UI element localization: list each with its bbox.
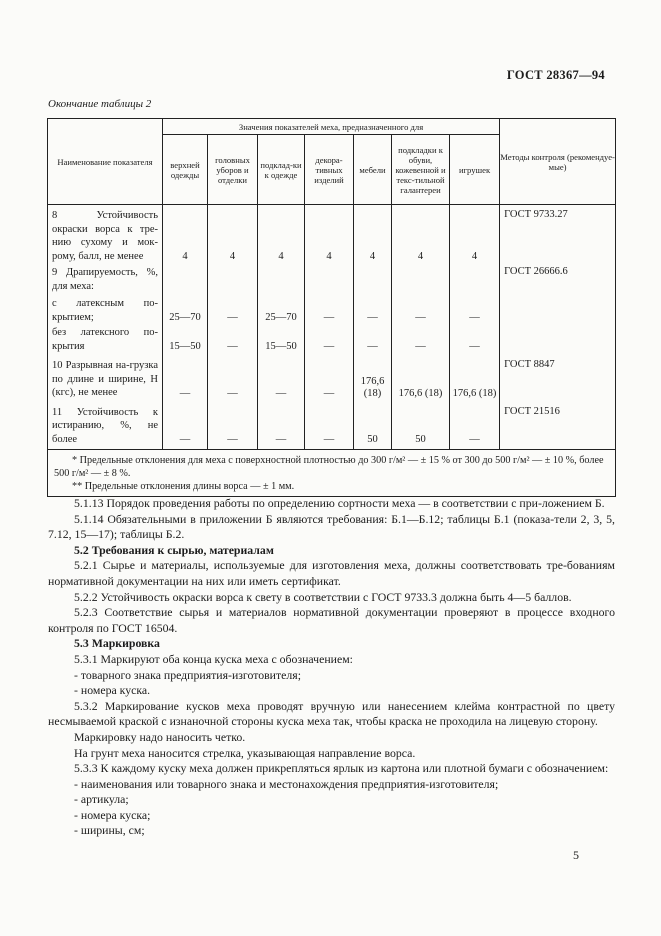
- method-cell: ГОСТ 26666.6: [500, 263, 616, 293]
- method-cell: [500, 324, 616, 353]
- row-name: без латексного по-крытия: [48, 324, 163, 353]
- method-cell: ГОСТ 8847: [500, 353, 616, 400]
- row-name: 9 Драпируемость, %, для меха:: [48, 263, 163, 293]
- cell: —: [208, 293, 258, 324]
- col-header-toys: игрушек: [450, 135, 500, 205]
- footnote-density: * Предельные отклонения для меха с поверхностной плотностью до 300 г/м² — ± 15 % от 300 до 500 г/м² — ± 10 %, более 500 г/м² — ± 8 %.: [54, 455, 604, 479]
- table-row: [48, 353, 616, 400]
- document-code: ГОСТ 28367—94: [506, 68, 605, 82]
- cell: [305, 263, 354, 293]
- list-item: - наименования или товарного знака и местонахождения предприятия-изготовителя;: [74, 776, 499, 791]
- cell: 15—50: [258, 324, 305, 353]
- cell: [208, 263, 258, 293]
- cell: 176,6 (18): [392, 353, 450, 400]
- cell: —: [163, 353, 208, 400]
- cell: —: [354, 293, 392, 324]
- cell: —: [163, 400, 208, 450]
- col-header-decor: декора-тивных изделий: [305, 135, 354, 205]
- cell: —: [392, 293, 450, 324]
- row-name: с латексным по-крытием;: [48, 293, 163, 324]
- cell: [450, 263, 500, 293]
- cell: 50: [354, 400, 392, 450]
- cell: 15—50: [163, 324, 208, 353]
- paragraph-5-2-1: 5.2.1 Сырье и материалы, используемые для изготовления меха, должны соответствовать тре-бованиям нормативной документации на них или иметь сертификат.: [48, 558, 615, 588]
- cell: [163, 263, 208, 293]
- table-footnotes: [48, 450, 616, 497]
- cell: —: [208, 400, 258, 450]
- cell: 4: [450, 205, 500, 264]
- heading-5-3: 5.3 Маркировка: [74, 636, 160, 651]
- cell: —: [208, 324, 258, 353]
- paragraph-marking-clear: Маркировку надо наносить четко.: [74, 729, 246, 744]
- cell: 50: [392, 400, 450, 450]
- cell: —: [305, 353, 354, 400]
- paragraph-5-3-2: 5.3.2 Маркирование кусков меха проводят вручную или нанесением клейма контрастной по цвету несмываемой краской с изнаночной стороны куска меха так, чтобы краска не проходила на лицевую сторону.: [48, 698, 615, 729]
- row-name: 8 Устойчивость окраски ворса к тре-нию сухому и мок-рому, балл, не менее: [48, 205, 163, 264]
- col-header-name: Наименование показателя: [48, 119, 163, 205]
- cell: —: [258, 353, 305, 400]
- paragraph-5-3-3: 5.3.3 К каждому куску меха должен прикрепляться ярлык из картона или плотной бумаги с обозначением:: [74, 761, 609, 776]
- cell: —: [450, 324, 500, 353]
- col-header-headwear: головных уборов и отделки: [208, 135, 258, 205]
- cell: —: [305, 400, 354, 450]
- paragraph-5-2-3: 5.2.3 Соответствие сырья и материалов нормативной документации проверяют в процессе входного контроля по ГОСТ 16504.: [48, 605, 615, 635]
- col-header-furniture: мебели: [354, 135, 392, 205]
- method-cell: [500, 293, 616, 324]
- cell: 4: [354, 205, 392, 264]
- cell: —: [450, 293, 500, 324]
- cell: —: [305, 324, 354, 353]
- paragraph-5-3-1: 5.3.1 Маркируют оба конца куска меха с обозначением:: [74, 651, 353, 666]
- col-header-group: Значения показателей меха, предназначенного для: [163, 119, 500, 135]
- cell: [392, 263, 450, 293]
- cell: 4: [392, 205, 450, 264]
- cell: 4: [258, 205, 305, 264]
- cell: [258, 263, 305, 293]
- col-header-method: Методы контроля (рекомендуе-мые): [500, 119, 616, 205]
- cell: [354, 263, 392, 293]
- body-text: [48, 496, 615, 839]
- table-caption: Окончание таблицы 2: [48, 98, 152, 110]
- cell: —: [392, 324, 450, 353]
- list-item: - артикула;: [74, 792, 129, 807]
- cell: 176,6 (18): [354, 353, 392, 400]
- method-cell: ГОСТ 21516: [500, 400, 616, 450]
- col-header-footwear-lining: подкладки к обуви, кожевенной и текс-тильной галантереи: [392, 135, 450, 205]
- paragraph-5-1-14: 5.1.14 Обязательными в приложении Б являются требования: Б.1—Б.12; таблицы Б.1 (показа-тели 2, 3, 5, 7.12, 15—17); таблицы Б.2.: [48, 511, 615, 542]
- table-row: [48, 324, 616, 353]
- col-header-outerwear: верхней одежды: [163, 135, 208, 205]
- page-number: 5: [573, 848, 579, 862]
- table-row: [48, 293, 616, 324]
- cell: 25—70: [163, 293, 208, 324]
- list-item: - номера куска;: [74, 807, 151, 822]
- cell: —: [354, 324, 392, 353]
- table-row: [48, 263, 616, 293]
- footnote-pile-length: ** Предельные отклонения длины ворса — ± 1 мм.: [72, 481, 295, 492]
- cell: 25—70: [258, 293, 305, 324]
- cell: 176,6 (18): [450, 353, 500, 400]
- cell: —: [305, 293, 354, 324]
- row-name: 11 Устойчивость к истиранию, %, не более: [48, 400, 163, 450]
- cell: —: [450, 400, 500, 450]
- table-row: [48, 205, 616, 264]
- list-item: - ширины, см;: [74, 823, 145, 838]
- paragraph-5-1-13: 5.1.13 Порядок проведения работы по определению сортности меха — в соответствии с при-ложением Б.: [74, 496, 605, 510]
- list-item: - номера куска.: [74, 683, 151, 698]
- row-name: 10 Разрывная на-грузка по длине и ширине, Н (кгс), не менее: [48, 353, 163, 400]
- col-header-lining: подклад-ки к одежде: [258, 135, 305, 205]
- heading-5-2: 5.2 Требования к сырью, материалам: [74, 542, 274, 557]
- cell: —: [258, 400, 305, 450]
- list-item: - товарного знака предприятия-изготовителя;: [74, 667, 301, 682]
- properties-table: [47, 118, 616, 497]
- cell: 4: [305, 205, 354, 264]
- method-cell: ГОСТ 9733.27: [500, 205, 616, 264]
- paragraph-5-2-2: 5.2.2 Устойчивость окраски ворса к свету в соответствии с ГОСТ 9733.3 должна быть 4—5 баллов.: [74, 589, 572, 604]
- cell: 4: [163, 205, 208, 264]
- table-row: [48, 400, 616, 450]
- cell: —: [208, 353, 258, 400]
- paragraph-arrow: На грунт меха наносится стрелка, указывающая направление ворса.: [74, 745, 416, 760]
- cell: 4: [208, 205, 258, 264]
